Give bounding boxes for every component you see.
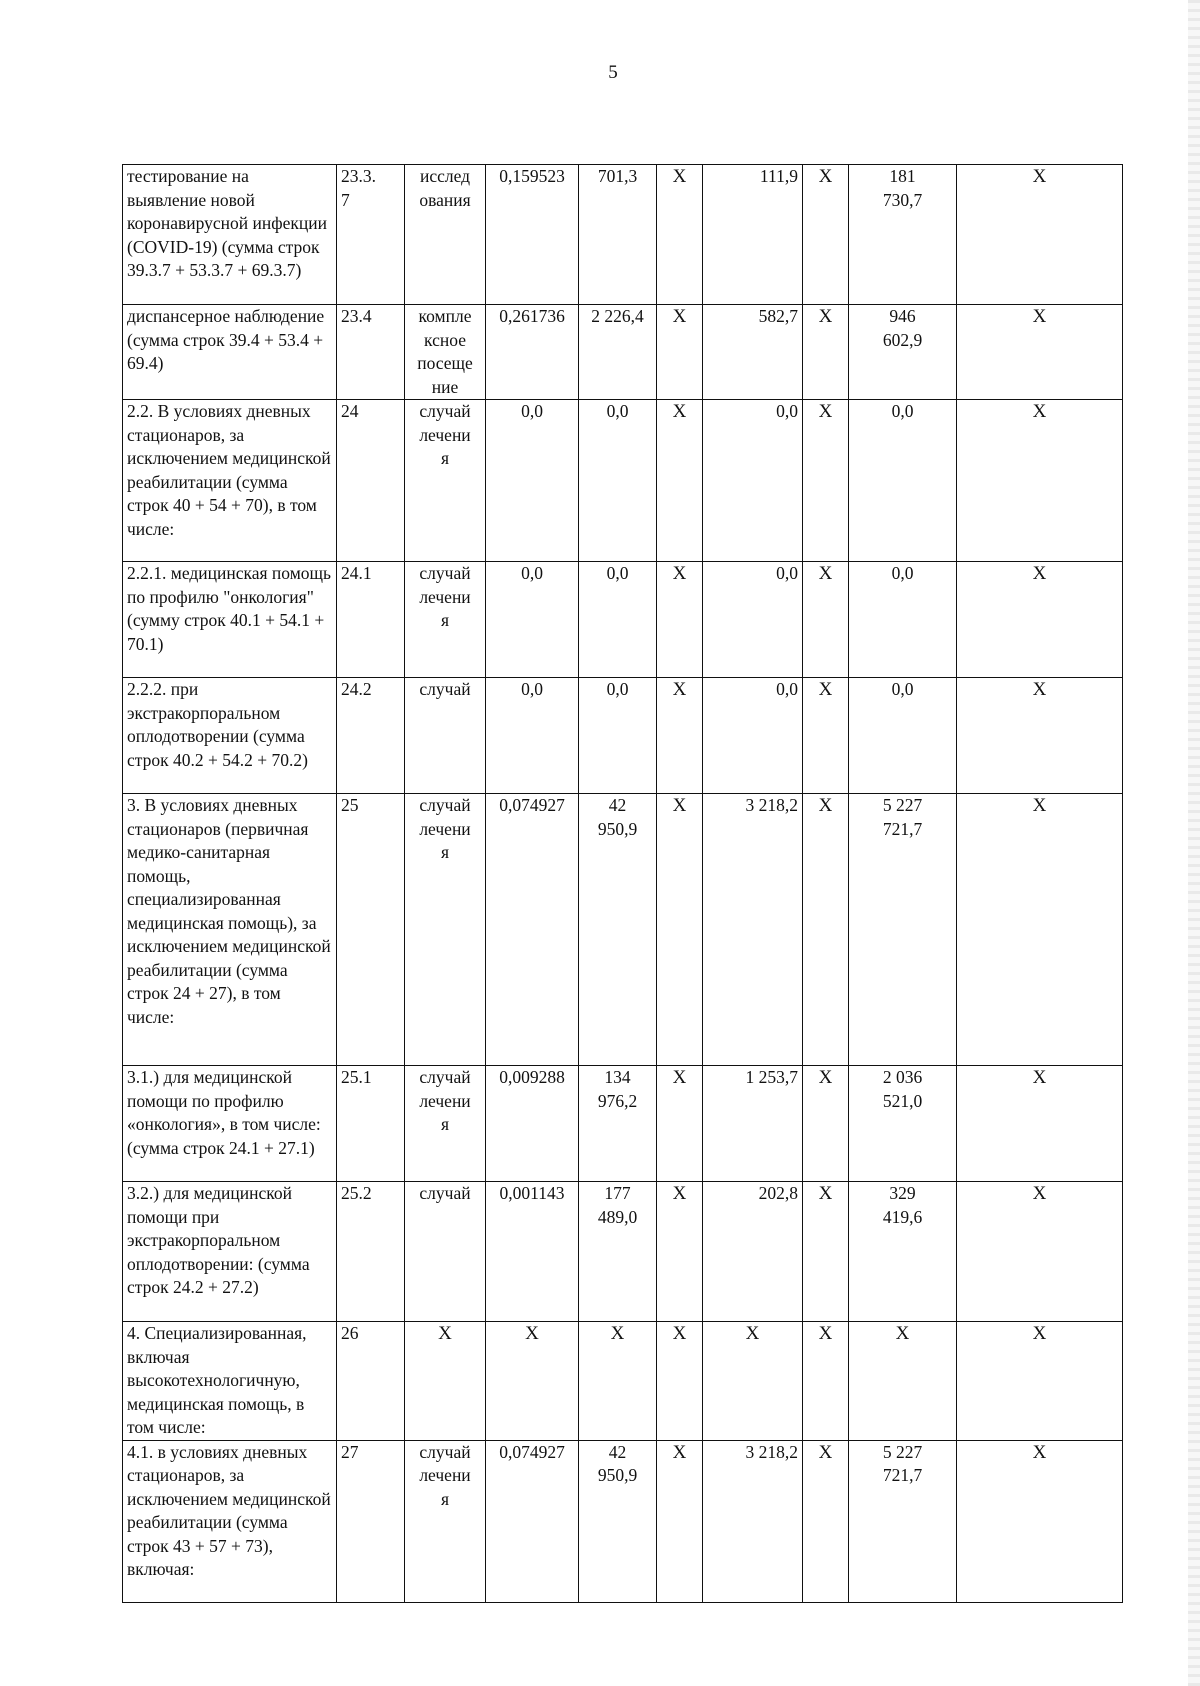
row-c6-cell: X (657, 1182, 703, 1322)
row-name-cell: 2.2.1. медицинская помощь по профилю "онкология" (сумму строк 40.1 + 54.1 + 70.1) (123, 562, 337, 678)
row-c9-cell: X (849, 1322, 957, 1441)
row-c6-cell: X (657, 794, 703, 1066)
row-c4-cell: 0,001143 (486, 1182, 579, 1322)
table-row (123, 305, 1123, 400)
row-name-cell: тестирование на выявление новой коронавирусной инфекции (COVID-19) (сумма строк 39.3.7 + 53.3.7 + 69.3.7) (123, 165, 337, 305)
row-c4-cell: 0,009288 (486, 1066, 579, 1182)
row-c10-cell: X (957, 1066, 1123, 1182)
table-row (123, 562, 1123, 678)
row-c6-cell: X (657, 1066, 703, 1182)
row-c8-cell: X (803, 305, 849, 400)
row-code-cell: 25 (337, 794, 405, 1066)
row-unit-cell: X (405, 1322, 486, 1441)
row-c7-cell: 111,9 (703, 165, 803, 305)
row-c4-cell: 0,0 (486, 400, 579, 562)
row-unit-cell: случай лечени я (405, 562, 486, 678)
row-c9-cell: 5 227 721,7 (849, 794, 957, 1066)
row-c9-cell: 2 036 521,0 (849, 1066, 957, 1182)
row-code-cell: 26 (337, 1322, 405, 1441)
row-c10-cell: X (957, 305, 1123, 400)
row-c9-cell: 0,0 (849, 400, 957, 562)
row-c5-cell: 42 950,9 (579, 794, 657, 1066)
row-name-cell: 2.2.2. при экстракорпоральном оплодотворении (сумма строк 40.2 + 54.2 + 70.2) (123, 678, 337, 794)
row-c5-cell: 134 976,2 (579, 1066, 657, 1182)
row-code-cell: 23.3. 7 (337, 165, 405, 305)
row-c5-cell: 177 489,0 (579, 1182, 657, 1322)
row-c8-cell: X (803, 1440, 849, 1602)
row-c8-cell: X (803, 1322, 849, 1441)
row-code-cell: 25.1 (337, 1066, 405, 1182)
row-c10-cell: X (957, 562, 1123, 678)
row-c4-cell: 0,159523 (486, 165, 579, 305)
row-c6-cell: X (657, 1322, 703, 1441)
row-c8-cell: X (803, 678, 849, 794)
row-c6-cell: X (657, 678, 703, 794)
row-c4-cell: 0,074927 (486, 794, 579, 1066)
row-c7-cell: 582,7 (703, 305, 803, 400)
row-c6-cell: X (657, 305, 703, 400)
data-table (122, 164, 1123, 1603)
row-c6-cell: X (657, 165, 703, 305)
table-row (123, 678, 1123, 794)
row-c7-cell: 0,0 (703, 400, 803, 562)
row-c8-cell: X (803, 562, 849, 678)
table-row (123, 1066, 1123, 1182)
row-unit-cell: случай (405, 1182, 486, 1322)
row-c7-cell: 3 218,2 (703, 1440, 803, 1602)
row-name-cell: 2.2. В условиях дневных стационаров, за исключением медицинской реабилитации (сумма строк 40 + 54 + 70), в том числе: (123, 400, 337, 562)
row-c7-cell: 1 253,7 (703, 1066, 803, 1182)
row-c10-cell: X (957, 1440, 1123, 1602)
row-c10-cell: X (957, 794, 1123, 1066)
row-code-cell: 24.1 (337, 562, 405, 678)
table-row (123, 1182, 1123, 1322)
row-c10-cell: X (957, 678, 1123, 794)
row-name-cell: 4.1. в условиях дневных стационаров, за исключением медицинской реабилитации (сумма строк 43 + 57 + 73), включая: (123, 1440, 337, 1602)
row-c6-cell: X (657, 562, 703, 678)
row-unit-cell: компле ксное посеще ние (405, 305, 486, 400)
table-row (123, 1440, 1123, 1602)
row-unit-cell: случай лечени я (405, 794, 486, 1066)
row-c4-cell: 0,0 (486, 562, 579, 678)
row-c5-cell: X (579, 1322, 657, 1441)
row-c8-cell: X (803, 794, 849, 1066)
row-unit-cell: исслед ования (405, 165, 486, 305)
table-row (123, 794, 1123, 1066)
row-c7-cell: X (703, 1322, 803, 1441)
row-name-cell: 4. Специализированная, включая высокотехнологичную, медицинская помощь, в том числе: (123, 1322, 337, 1441)
row-name-cell: 3.2.) для медицинской помощи при экстракорпоральном оплодотворении: (сумма строк 24.2 + 27.2) (123, 1182, 337, 1322)
row-c10-cell: X (957, 165, 1123, 305)
row-c5-cell: 42 950,9 (579, 1440, 657, 1602)
row-c9-cell: 946 602,9 (849, 305, 957, 400)
row-c10-cell: X (957, 400, 1123, 562)
table-row (123, 400, 1123, 562)
row-c6-cell: X (657, 400, 703, 562)
row-c7-cell: 0,0 (703, 562, 803, 678)
row-c7-cell: 3 218,2 (703, 794, 803, 1066)
scan-edge-artifact (1188, 0, 1200, 1686)
row-name-cell: диспансерное наблюдение (сумма строк 39.4 + 53.4 + 69.4) (123, 305, 337, 400)
row-c10-cell: X (957, 1182, 1123, 1322)
row-code-cell: 25.2 (337, 1182, 405, 1322)
row-c8-cell: X (803, 1182, 849, 1322)
row-c6-cell: X (657, 1440, 703, 1602)
row-c9-cell: 181 730,7 (849, 165, 957, 305)
table-row (123, 1322, 1123, 1441)
row-c4-cell: 0,074927 (486, 1440, 579, 1602)
table-row (123, 165, 1123, 305)
page-number: 5 (608, 62, 618, 83)
row-c7-cell: 0,0 (703, 678, 803, 794)
row-c5-cell: 701,3 (579, 165, 657, 305)
row-c10-cell: X (957, 1322, 1123, 1441)
row-code-cell: 24 (337, 400, 405, 562)
row-c5-cell: 0,0 (579, 678, 657, 794)
row-c9-cell: 5 227 721,7 (849, 1440, 957, 1602)
row-c5-cell: 2 226,4 (579, 305, 657, 400)
row-unit-cell: случай лечени я (405, 1066, 486, 1182)
table-body (123, 165, 1123, 1603)
row-unit-cell: случай (405, 678, 486, 794)
row-c5-cell: 0,0 (579, 562, 657, 678)
row-code-cell: 24.2 (337, 678, 405, 794)
row-c4-cell: 0,0 (486, 678, 579, 794)
row-c8-cell: X (803, 1066, 849, 1182)
row-c4-cell: 0,261736 (486, 305, 579, 400)
row-c9-cell: 0,0 (849, 678, 957, 794)
row-name-cell: 3.1.) для медицинской помощи по профилю «онкология», в том числе: (сумма строк 24.1 + 27.1) (123, 1066, 337, 1182)
row-unit-cell: случай лечени я (405, 1440, 486, 1602)
row-name-cell: 3. В условиях дневных стационаров (первичная медико-санитарная помощь, специализированная медицинская помощь), за исключением медицинской реабилитации (сумма строк 24 + 27), в том числе: (123, 794, 337, 1066)
row-c4-cell: X (486, 1322, 579, 1441)
row-c9-cell: 0,0 (849, 562, 957, 678)
row-code-cell: 27 (337, 1440, 405, 1602)
row-c7-cell: 202,8 (703, 1182, 803, 1322)
row-c8-cell: X (803, 400, 849, 562)
row-c5-cell: 0,0 (579, 400, 657, 562)
row-code-cell: 23.4 (337, 305, 405, 400)
row-c8-cell: X (803, 165, 849, 305)
row-c9-cell: 329 419,6 (849, 1182, 957, 1322)
row-unit-cell: случай лечени я (405, 400, 486, 562)
